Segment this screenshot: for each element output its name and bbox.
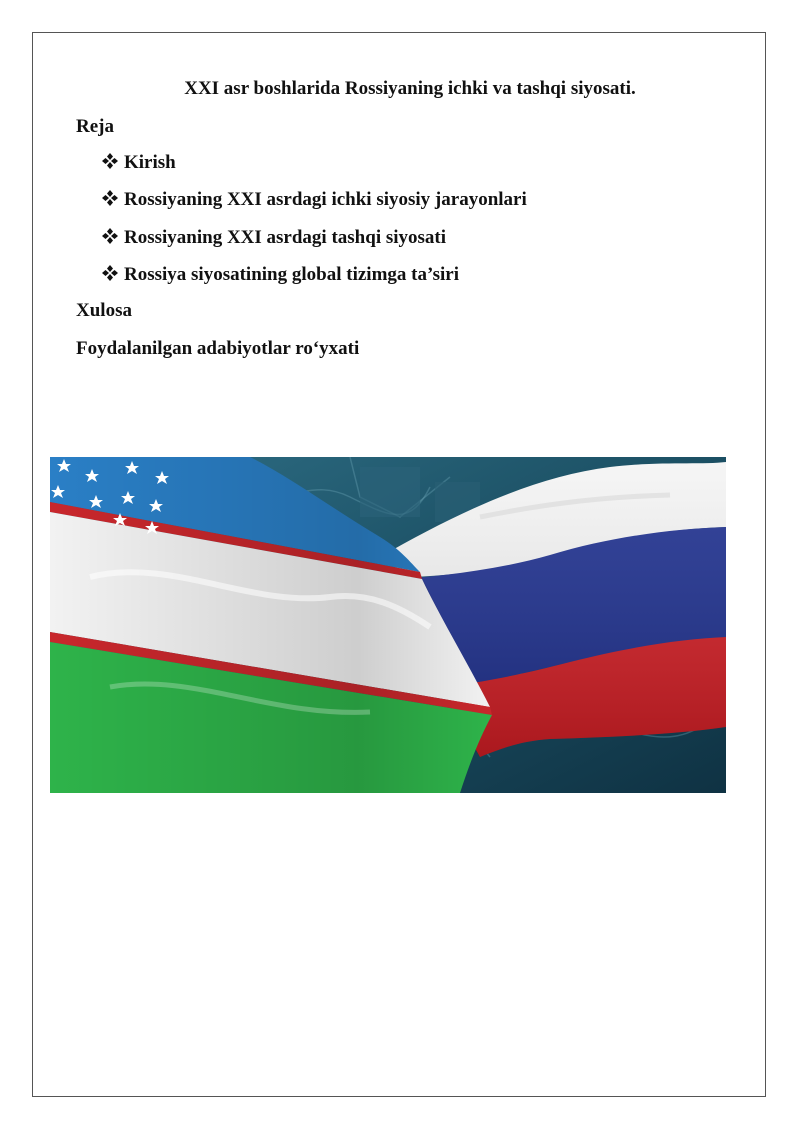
- plan-item-label: Kirish: [124, 152, 176, 173]
- plan-heading: Reja: [76, 116, 114, 137]
- diamond-bullet-icon: [101, 264, 119, 282]
- document-title: XXI asr boshlarida Rossiyaning ichki va tashqi siyosati.: [184, 78, 636, 99]
- plan-item-label: Rossiyaning XXI asrdagi ichki siyosiy jarayonlari: [124, 189, 527, 210]
- plan-item-label: Rossiyaning XXI asrdagi tashqi siyosati: [124, 227, 447, 248]
- diamond-bullet-icon: [101, 189, 119, 207]
- references-heading: Foydalanilgan adabiyotlar ro‘yxati: [76, 338, 360, 359]
- plan-item: [101, 226, 446, 250]
- uzbekistan-russia-flags-image: [50, 457, 726, 793]
- flags-illustration: [50, 457, 726, 793]
- plan-item-label: Rossiya siyosatining global tizimga ta’siri: [124, 264, 459, 285]
- diamond-bullet-icon: [101, 152, 119, 170]
- plan-item: [101, 151, 176, 175]
- plan-item: [101, 263, 459, 287]
- plan-item: [101, 188, 527, 212]
- diamond-bullet-icon: [101, 227, 119, 245]
- conclusion-heading: Xulosa: [76, 300, 132, 321]
